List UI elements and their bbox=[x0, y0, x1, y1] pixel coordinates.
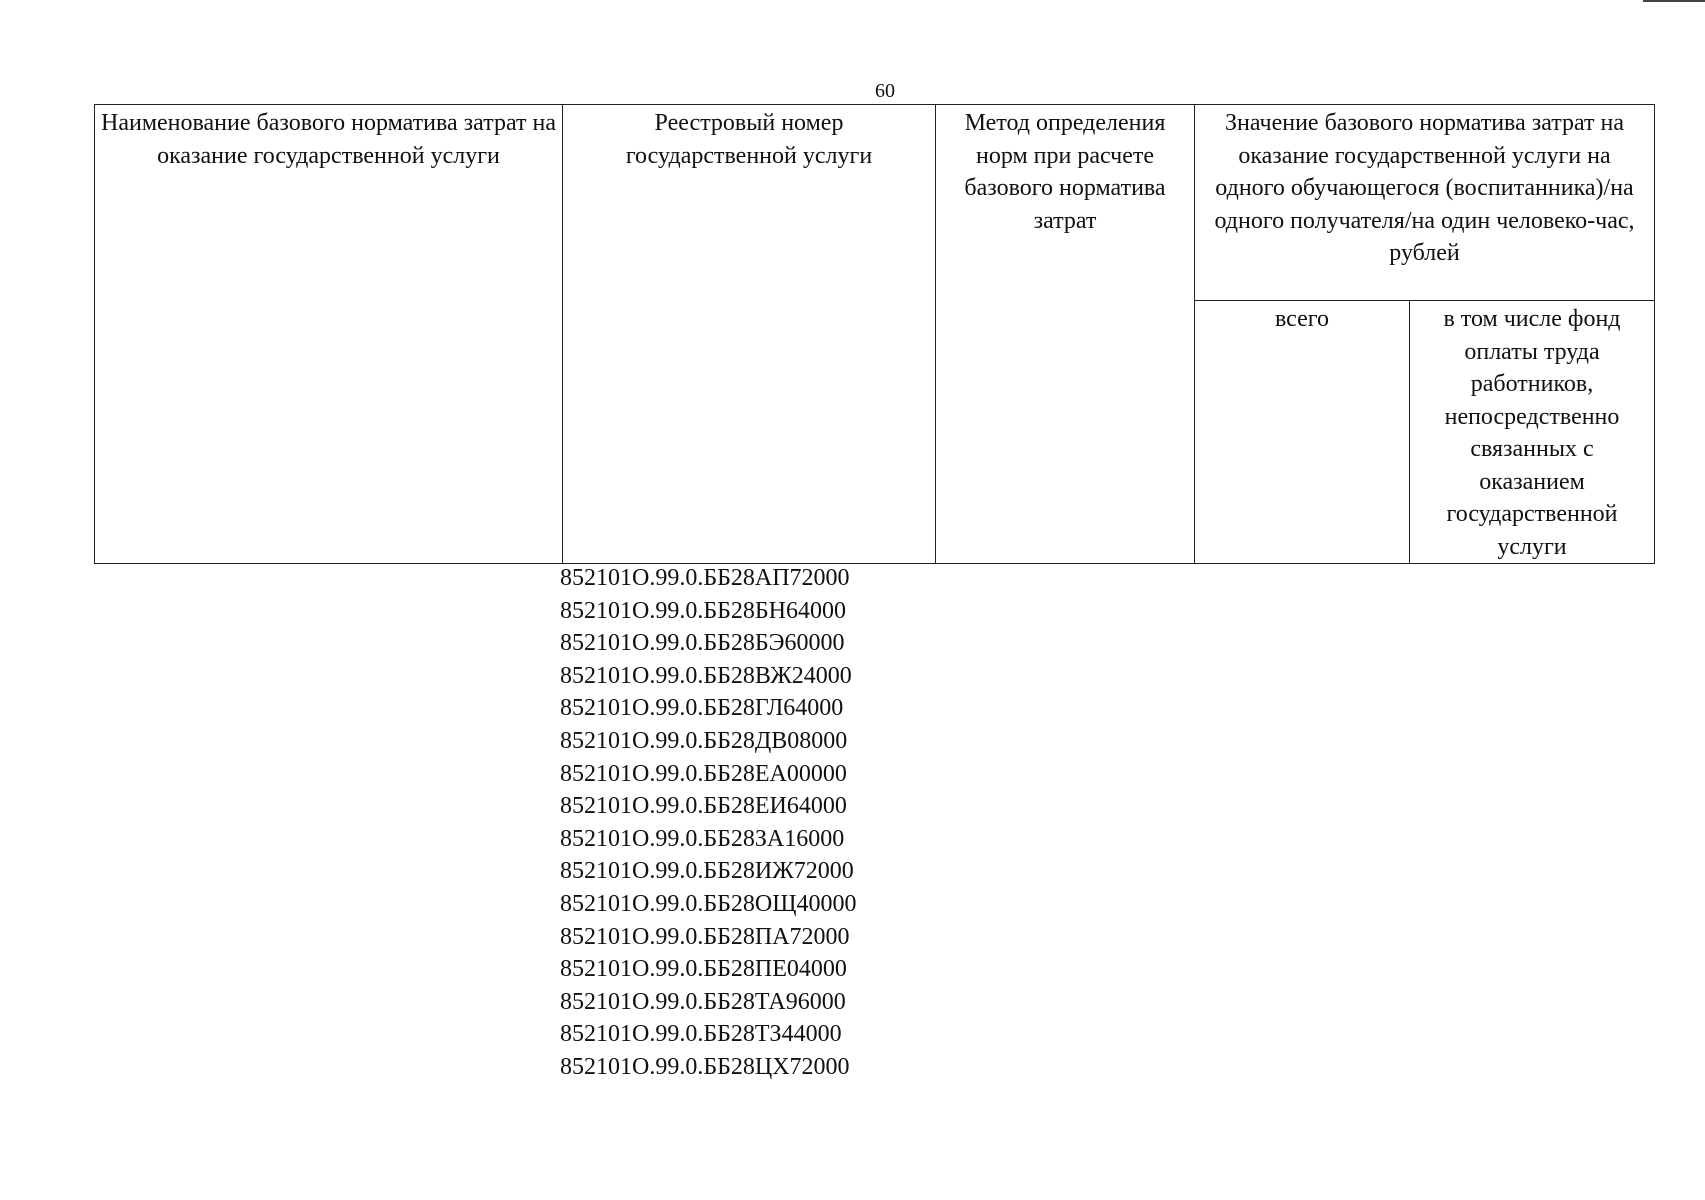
registry-code: 852101О.99.0.ББ28ВЖ24000 bbox=[560, 662, 852, 689]
registry-code: 852101О.99.0.ББ28ЗА16000 bbox=[560, 825, 845, 852]
registry-code: 852101О.99.0.ББ28ОЩ40000 bbox=[560, 890, 857, 917]
registry-code: 852101О.99.0.ББ28ЦХ72000 bbox=[560, 1053, 850, 1080]
registry-code: 852101О.99.0.ББ28ГЛ64000 bbox=[560, 695, 844, 722]
registry-code: 852101О.99.0.ББ28ТА96000 bbox=[560, 988, 846, 1015]
registry-code: 852101О.99.0.ББ28БН64000 bbox=[560, 597, 847, 624]
header-name: Наименование базового норматива затрат на оказание государственной услуги bbox=[95, 105, 563, 564]
registry-code: 852101О.99.0.ББ28ЕИ64000 bbox=[560, 793, 847, 820]
registry-code: 852101О.99.0.ББ28ИЖ72000 bbox=[560, 858, 854, 885]
norm-table bbox=[94, 104, 1655, 564]
registry-code: 852101О.99.0.ББ28ТЗ44000 bbox=[560, 1021, 842, 1048]
registry-code: 852101О.99.0.ББ28ПЕ04000 bbox=[560, 956, 847, 983]
registry-code: 852101О.99.0.ББ28ДВ08000 bbox=[560, 727, 848, 754]
registry-code: 852101О.99.0.ББ28АП72000 bbox=[560, 565, 850, 591]
scan-edge-mark bbox=[1643, 0, 1705, 2]
page-number: 60 bbox=[875, 80, 895, 102]
registry-code: 852101О.99.0.ББ28ПА72000 bbox=[560, 923, 850, 950]
registry-code: 852101О.99.0.ББ28ЕА00000 bbox=[560, 760, 847, 787]
header-total: всего bbox=[1195, 301, 1410, 564]
header-registry-number: Реестровый номер государственной услуги bbox=[563, 105, 936, 564]
header-wage-fund: в том числе фонд оплаты труда работников, непосредственно связанных с оказанием государственной услуги bbox=[1410, 301, 1655, 564]
registry-code-list bbox=[560, 562, 960, 1084]
registry-code: 852101О.99.0.ББ28БЭ60000 bbox=[560, 630, 845, 657]
header-method: Метод определения норм при расчете базового норматива затрат bbox=[936, 105, 1195, 564]
header-value: Значение базового норматива затрат на оказание государственной услуги на одного обучающегося (воспитанника)/на одного получателя/на один человеко-час, рублей bbox=[1195, 105, 1655, 301]
